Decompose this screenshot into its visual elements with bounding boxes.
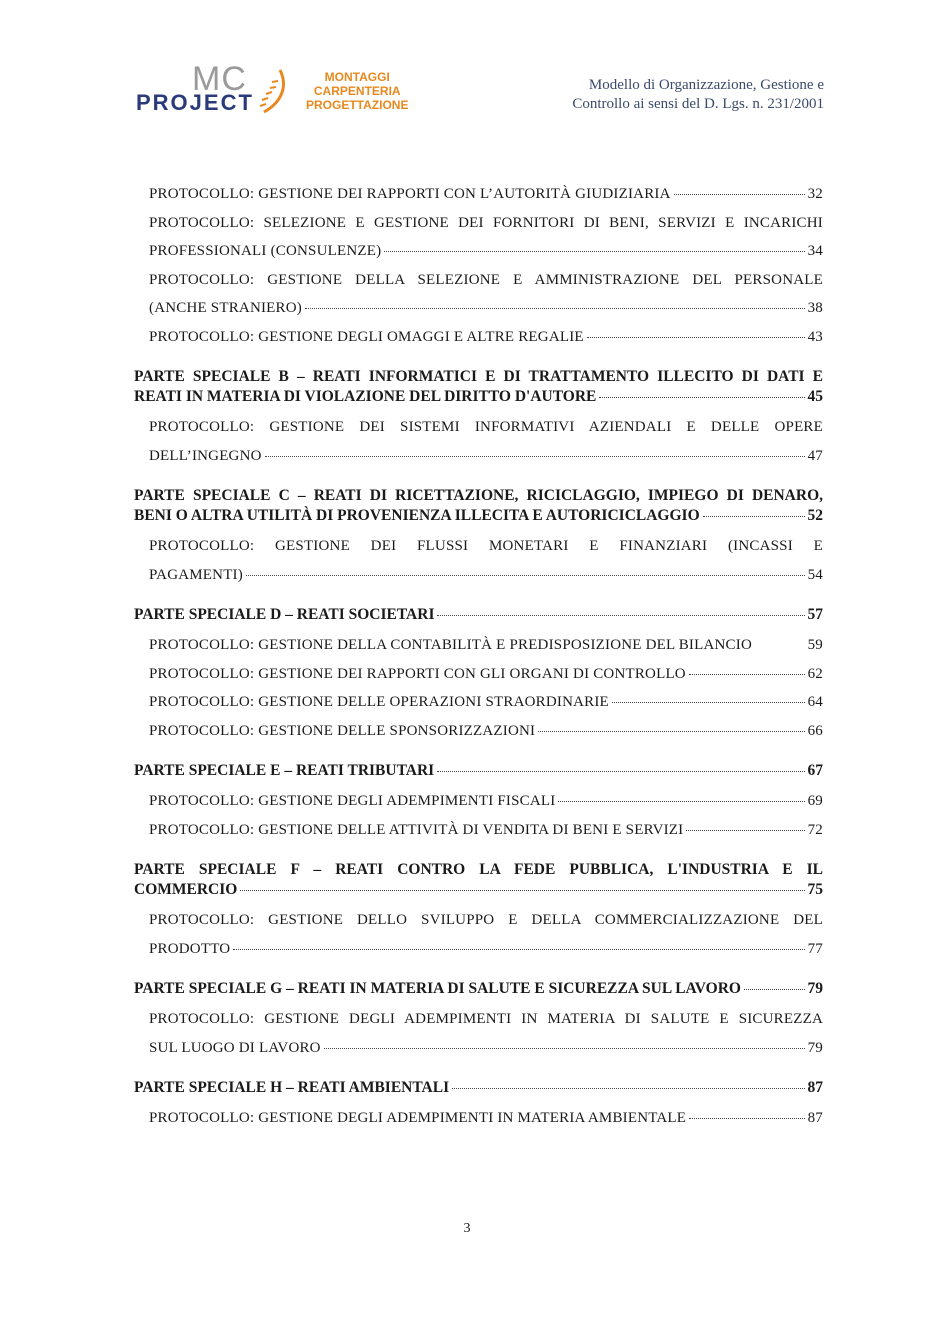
toc-page-number: 47 — [807, 447, 823, 464]
toc-page-number: 87 — [807, 1079, 823, 1096]
toc-protocol-entry[interactable] — [134, 717, 823, 746]
toc-dot-leader — [599, 397, 804, 398]
toc-section-entry[interactable] — [134, 605, 823, 625]
page-header — [0, 0, 934, 130]
toc-entry-line: PARTE SPECIALE B – REATI INFORMATICI E DI TRATTAMENTO ILLECITO DI DATI E — [134, 368, 823, 385]
toc-entry-title: PARTE SPECIALE D – REATI SOCIETARI — [134, 606, 435, 623]
toc-entry-row — [134, 761, 823, 781]
toc-dot-leader — [744, 989, 805, 990]
toc-section-entry[interactable] — [134, 979, 823, 999]
toc-entry-row — [134, 387, 823, 407]
toc-dot-leader — [305, 308, 805, 309]
toc-entry-row — [149, 787, 823, 816]
toc-page-number: 54 — [807, 566, 823, 583]
toc-entry-row — [134, 605, 823, 625]
toc-dot-leader — [689, 674, 805, 675]
toc-entry-row — [134, 506, 823, 526]
toc-entry-row — [149, 660, 823, 689]
toc-page-number: 64 — [807, 694, 823, 710]
document-title-line: Modello di Organizzazione, Gestione e — [588, 77, 824, 93]
toc-entry-row — [149, 1034, 823, 1063]
toc-entry-title: PROTOCOLLO: GESTIONE DELLE OPERAZIONI STRAORDINARIE — [149, 694, 609, 710]
document-title-line: Controllo ai sensi del D. Lgs. n. 231/2001 — [572, 96, 824, 112]
toc-dot-leader — [233, 949, 804, 950]
toc-entry-row — [149, 323, 823, 352]
toc-entry-line: PROTOCOLLO: GESTIONE DEI SISTEMI INFORMATIVI AZIENDALI E DELLE OPERE — [149, 419, 823, 435]
toc-entry-row — [149, 688, 823, 717]
toc-dot-leader — [324, 1048, 805, 1049]
toc-entry-line: PARTE SPECIALE C – REATI DI RICETTAZIONE, RICICLAGGIO, IMPIEGO DI DENARO, — [134, 487, 823, 504]
toc-entry-row — [149, 935, 823, 964]
toc-entry-row — [149, 180, 823, 209]
toc-section-entry[interactable] — [134, 486, 823, 526]
toc-protocol-entry[interactable] — [134, 323, 823, 352]
company-logo — [136, 60, 409, 120]
toc-page-number: 62 — [807, 665, 823, 682]
toc-entry-title: SUL LUOGO DI LAVORO — [149, 1039, 321, 1056]
toc-entry-row — [149, 717, 823, 746]
toc-page-number: 38 — [807, 300, 823, 316]
toc-entry-title: PAGAMENTI) — [149, 566, 243, 583]
toc-dot-leader — [703, 516, 805, 517]
toc-entry-row — [134, 979, 823, 999]
toc-entry-title: PROTOCOLLO: GESTIONE DEI RAPPORTI CON GLI ORGANI DI CONTROLLO — [149, 665, 686, 682]
toc-dot-leader — [246, 575, 805, 576]
toc-page-number: 77 — [807, 940, 823, 957]
toc-page-number: 79 — [807, 980, 823, 997]
logo-tag-line: MONTAGGI — [324, 70, 390, 84]
logo-mc-text: MC — [192, 60, 247, 98]
toc-entry-row — [134, 880, 823, 900]
toc-dot-leader — [612, 702, 805, 703]
toc-dot-leader — [674, 194, 805, 195]
toc-entry-title: (ANCHE STRANIERO) — [149, 300, 302, 316]
toc-page-number: 75 — [807, 881, 823, 898]
toc-dot-leader — [437, 771, 804, 772]
toc-entry-row — [149, 237, 823, 266]
toc-entry-row — [149, 631, 823, 660]
toc-dot-leader — [437, 615, 804, 616]
toc-section-entry[interactable] — [134, 367, 823, 407]
toc-page-number: 43 — [807, 328, 823, 345]
toc-dot-leader — [538, 731, 804, 732]
toc-entry-title: PARTE SPECIALE E – REATI TRIBUTARI — [134, 762, 435, 779]
toc-page-number: 57 — [807, 606, 823, 623]
toc-entry-title: PROTOCOLLO: GESTIONE DELLE SPONSORIZZAZIONI — [149, 722, 536, 739]
toc-entry-title: COMMERCIO — [134, 881, 238, 898]
toc-protocol-entry[interactable] — [134, 209, 823, 266]
toc-section-entry[interactable] — [134, 1078, 823, 1098]
toc-page-number: 87 — [807, 1110, 823, 1126]
toc-protocol-entry[interactable] — [134, 631, 823, 660]
toc-entry-row — [149, 1104, 823, 1133]
toc-protocol-entry[interactable] — [134, 532, 823, 589]
toc-entry-title: PARTE SPECIALE G – REATI IN MATERIA DI SALUTE E SICUREZZA SUL LAVORO — [134, 980, 741, 997]
table-of-contents — [134, 180, 823, 1133]
toc-dot-leader — [265, 456, 805, 457]
toc-page-number: 52 — [807, 507, 823, 524]
toc-protocol-entry[interactable] — [134, 1005, 823, 1062]
toc-dot-leader — [558, 801, 804, 802]
toc-entry-line: PROTOCOLLO: GESTIONE DELLA SELEZIONE E AMMINISTRAZIONE DEL PERSONALE — [149, 271, 823, 288]
toc-entry-row — [149, 816, 823, 845]
toc-protocol-entry[interactable] — [134, 660, 823, 689]
toc-section-entry[interactable] — [134, 860, 823, 900]
toc-page-number: 79 — [807, 1039, 823, 1056]
toc-page-number: 69 — [807, 793, 823, 809]
toc-entry-title: PARTE SPECIALE H – REATI AMBIENTALI — [134, 1079, 450, 1096]
toc-entry-title: PROTOCOLLO: GESTIONE DEI RAPPORTI CON L’AUTORITÀ GIUDIZIARIA — [149, 186, 671, 202]
toc-entry-title: PRODOTTO — [149, 940, 231, 957]
toc-entry-row — [149, 442, 823, 471]
toc-dot-leader — [452, 1088, 804, 1089]
logo-arc-icon — [258, 66, 292, 116]
toc-protocol-entry[interactable] — [134, 816, 823, 845]
toc-entry-title: DELL’INGEGNO — [149, 447, 262, 464]
toc-dot-leader — [689, 1118, 804, 1119]
page-number: 3 — [463, 1221, 471, 1236]
toc-entry-title: PROFESSIONALI (CONSULENZE) — [149, 243, 382, 259]
toc-entry-line: PROTOCOLLO: GESTIONE DELLO SVILUPPO E DELLA COMMERCIALIZZAZIONE DEL — [149, 912, 823, 928]
toc-dot-leader — [384, 251, 804, 252]
toc-protocol-entry[interactable] — [134, 787, 823, 816]
toc-dot-leader — [240, 890, 804, 891]
logo-project-text: PROJECT — [136, 90, 254, 115]
toc-page-number: 45 — [807, 388, 823, 405]
toc-protocol-entry[interactable] — [134, 1104, 823, 1133]
toc-page-number: 67 — [807, 762, 823, 779]
document-title — [572, 76, 824, 114]
toc-entry-line: PROTOCOLLO: GESTIONE DEGLI ADEMPIMENTI IN MATERIA DI SALUTE E SICUREZZA — [149, 1011, 823, 1027]
toc-protocol-entry[interactable] — [134, 266, 823, 323]
toc-entry-line: PROTOCOLLO: SELEZIONE E GESTIONE DEI FORNITORI DI BENI, SERVIZI E INCARICHI — [149, 214, 823, 231]
toc-protocol-entry[interactable] — [134, 906, 823, 963]
toc-page-number: 66 — [807, 722, 823, 739]
toc-page-number: 72 — [807, 821, 823, 838]
toc-entry-title: PROTOCOLLO: GESTIONE DEGLI ADEMPIMENTI IN MATERIA AMBIENTALE — [149, 1110, 687, 1126]
toc-entry-title: PROTOCOLLO: GESTIONE DELLA CONTABILITÀ E PREDISPOSIZIONE DEL BILANCIO — [149, 637, 752, 653]
logo-tag-line: PROGETTAZIONE — [306, 98, 409, 112]
toc-page-number: 59 — [807, 637, 823, 653]
logo-tag-line: CARPENTERIA — [313, 84, 401, 98]
toc-entry-title: PROTOCOLLO: GESTIONE DELLE ATTIVITÀ DI VENDITA DI BENI E SERVIZI — [149, 821, 684, 838]
toc-entry-row — [134, 1078, 823, 1098]
toc-page-number: 32 — [807, 186, 823, 202]
logo-tagline — [306, 70, 408, 112]
toc-entry-row — [149, 561, 823, 590]
toc-section-entry[interactable] — [134, 761, 823, 781]
toc-entry-line: PROTOCOLLO: GESTIONE DEI FLUSSI MONETARI E FINANZIARI (INCASSI E — [149, 538, 823, 554]
toc-protocol-entry[interactable] — [134, 180, 823, 209]
toc-entry-title: BENI O ALTRA UTILITÀ DI PROVENIENZA ILLECITA E AUTORICICLAGGIO — [134, 507, 700, 524]
toc-dot-leader — [587, 337, 805, 338]
toc-entry-line: PARTE SPECIALE F – REATI CONTRO LA FEDE PUBBLICA, L'INDUSTRIA E IL — [134, 861, 823, 878]
toc-entry-title: REATI IN MATERIA DI VIOLAZIONE DEL DIRITTO D'AUTORE — [134, 388, 597, 405]
toc-entry-title: PROTOCOLLO: GESTIONE DEGLI OMAGGI E ALTRE REGALIE — [149, 328, 584, 345]
toc-entry-title: PROTOCOLLO: GESTIONE DEGLI ADEMPIMENTI FISCALI — [149, 793, 556, 809]
toc-dot-leader — [686, 830, 804, 831]
toc-entry-row — [149, 294, 823, 323]
toc-page-number: 34 — [807, 243, 823, 259]
toc-protocol-entry[interactable] — [134, 413, 823, 470]
toc-protocol-entry[interactable] — [134, 688, 823, 717]
